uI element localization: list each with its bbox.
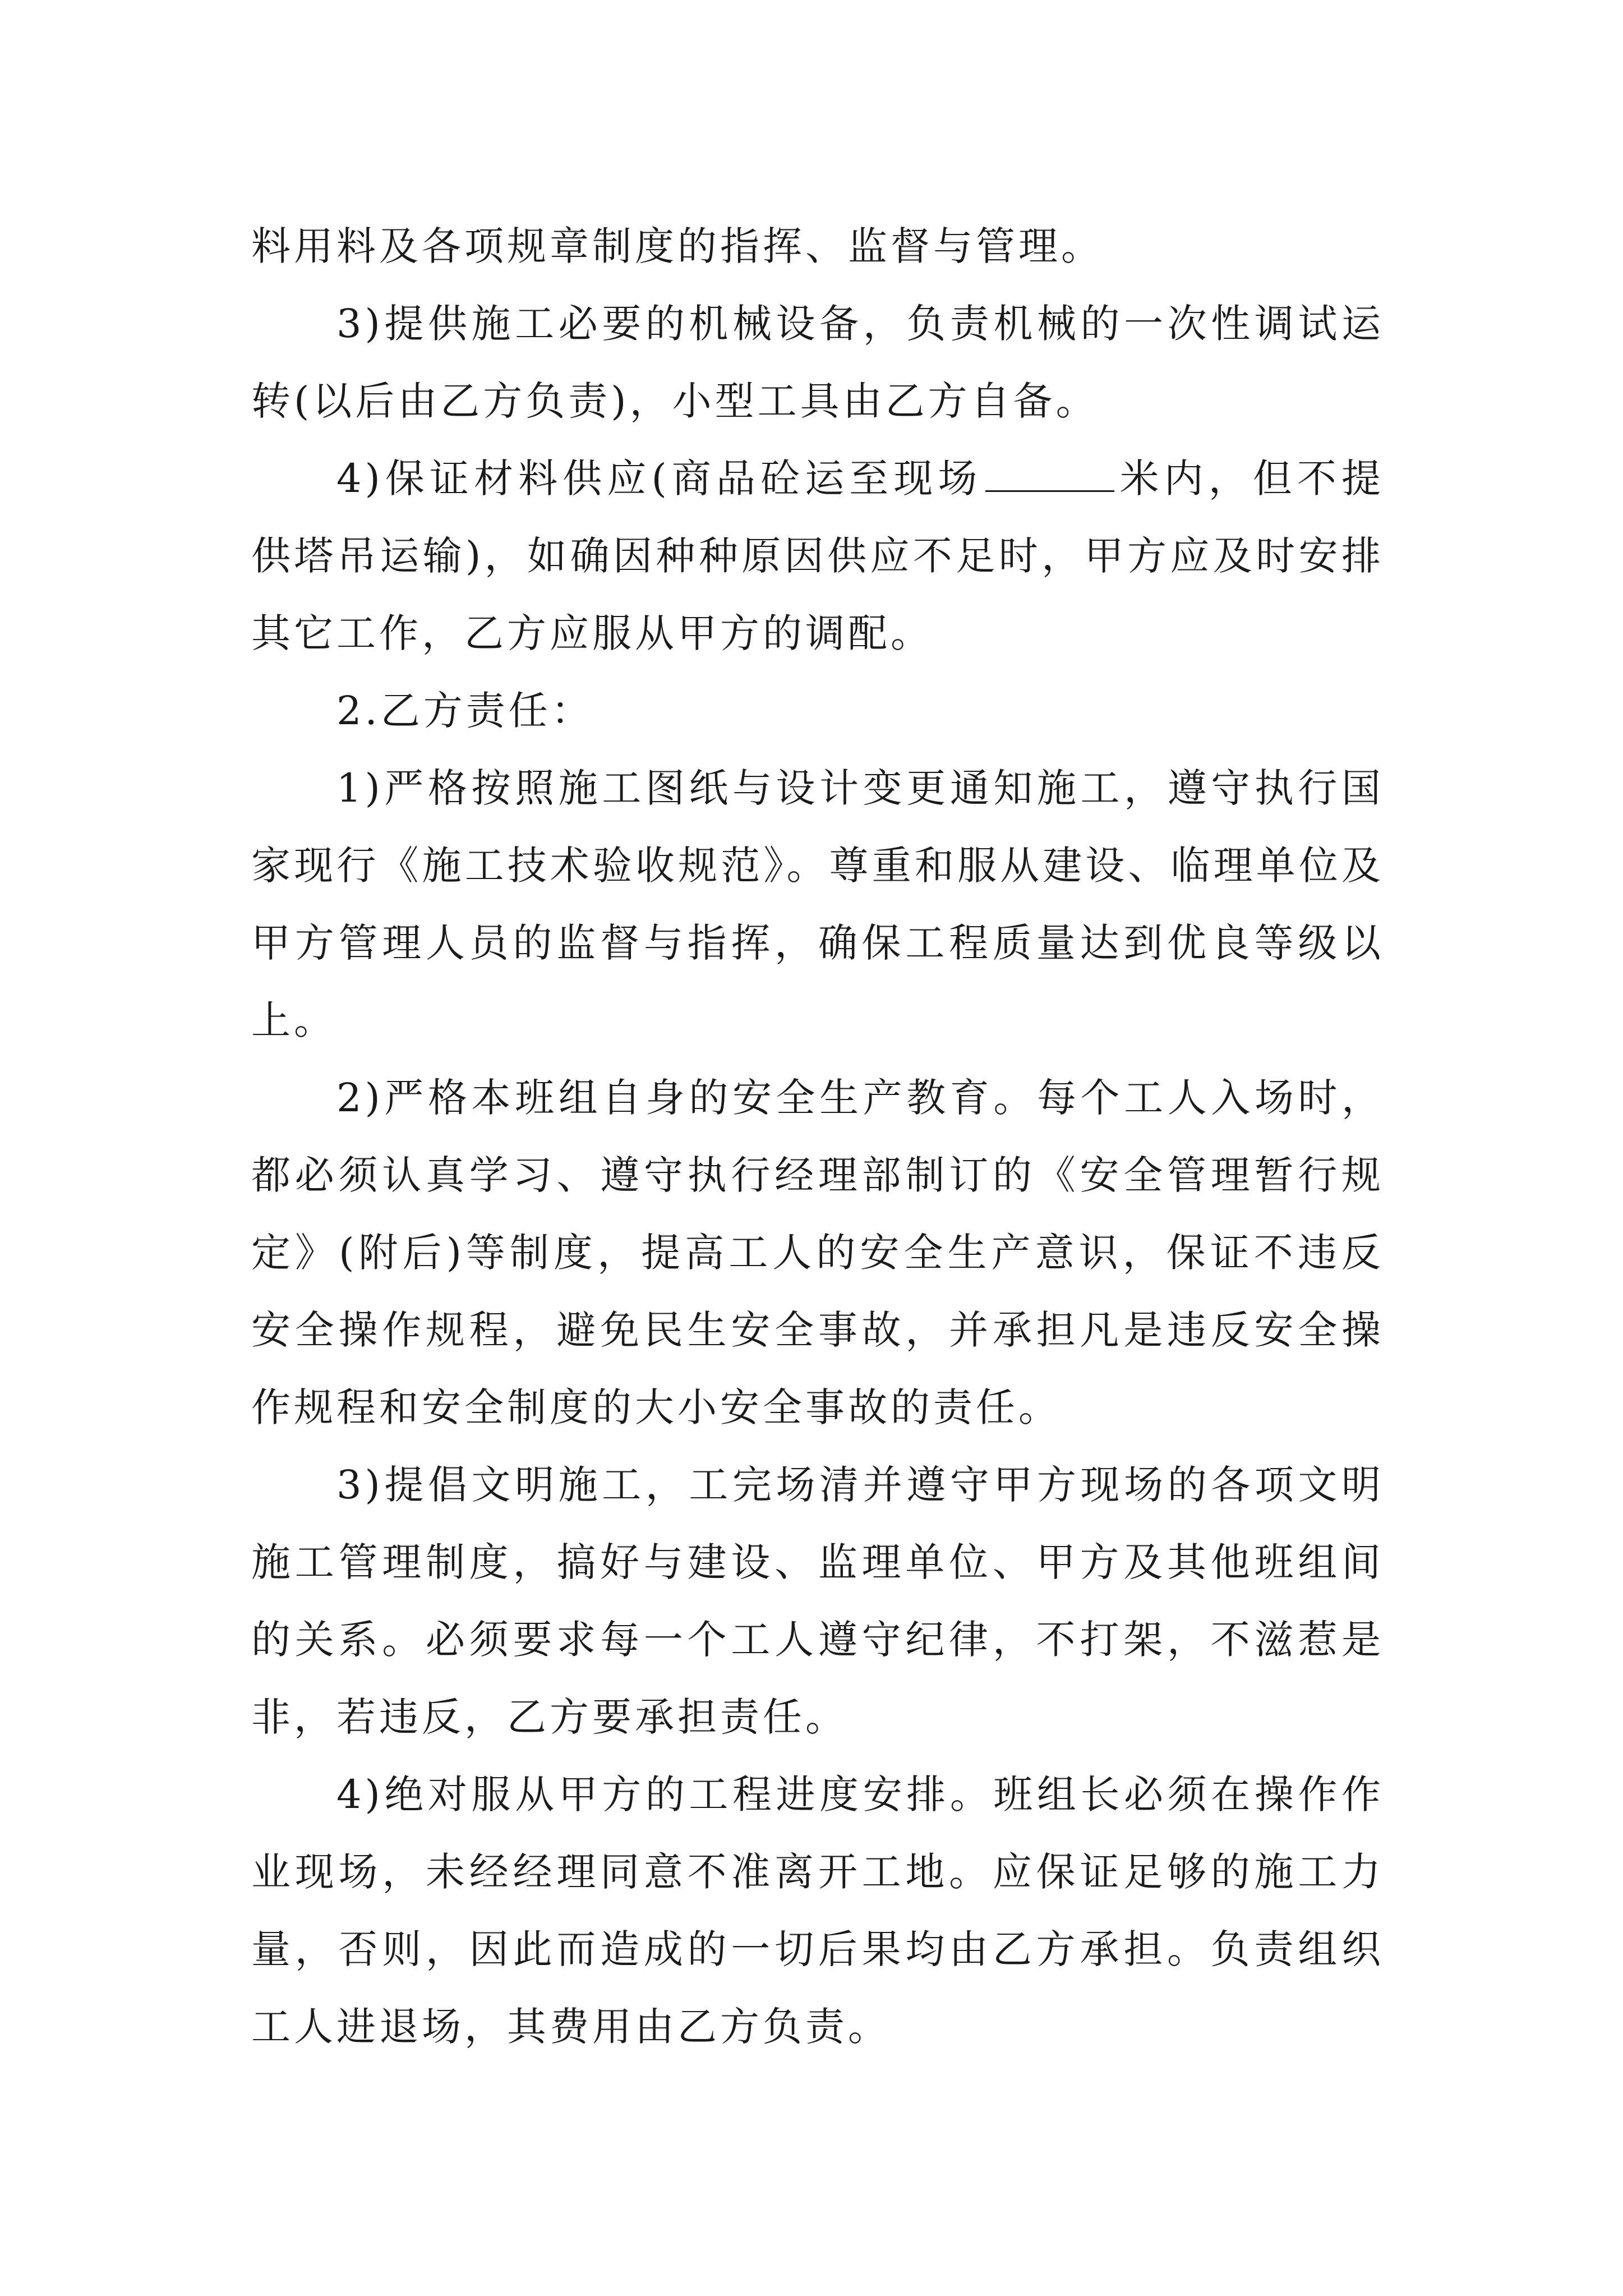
paragraph-continuation: 料用料及各项规章制度的指挥、监督与管理。 xyxy=(251,223,1104,269)
document-body xyxy=(251,208,1384,2065)
paragraph-party-a-item-3: 3)提供施工必要的机械设备，负责机械的一次性调试运转(以后由乙方负责)，小型工具由乙方自备。 xyxy=(251,301,1384,424)
fill-in-blank xyxy=(985,457,1114,492)
paragraph-party-b-item-2: 2)严格本班组自身的安全生产教育。每个工人入场时，都必须认真学习、遵守执行经理部制订的《安全管理暂行规定》(附后)等制度，提高工人的安全生产意识，保证不违反安全操作规程，避免民生安全事故，并承担凡是违反安全操作规程和安全制度的大小安全事故的责任。 xyxy=(251,1075,1384,1430)
paragraph-party-b-item-3: 3)提倡文明施工，工完场清并遵守甲方现场的各项文明施工管理制度，搞好与建设、监理单位、甲方及其他班组间的关系。必须要求每一个工人遵守纪律，不打架，不滋惹是非，若违反，乙方要承担责任。 xyxy=(251,1462,1384,1740)
paragraph-text-before-blank: 4)保证材料供应(商品砼运至现场 xyxy=(336,455,983,501)
section-heading-party-b: 2.乙方责任： xyxy=(336,688,594,734)
paragraph-party-b-item-1: 1)严格按照施工图纸与设计变更通知施工，遵守执行国家现行《施工技术验收规范》。尊重和服从建设、临理单位及甲方管理人员的监督与指挥，确保工程质量达到优良等级以上。 xyxy=(251,765,1384,1043)
paragraph-party-b-item-4: 4)绝对服从甲方的工程进度安排。班组长必须在操作作业现场，未经经理同意不准离开工地。应保证足够的施工力量，否则，因此而造成的一切后果均由乙方承担。负责组织工人进退场，其费用由乙方负责。 xyxy=(251,1772,1384,2050)
paragraph-text-after-blank: 米内，但不提供塔吊运输)，如确因种种原因供应不足时，甲方应及时安排其它工作，乙方应服从甲方的调配。 xyxy=(251,455,1385,656)
paragraph-party-a-item-4 xyxy=(251,440,1384,672)
